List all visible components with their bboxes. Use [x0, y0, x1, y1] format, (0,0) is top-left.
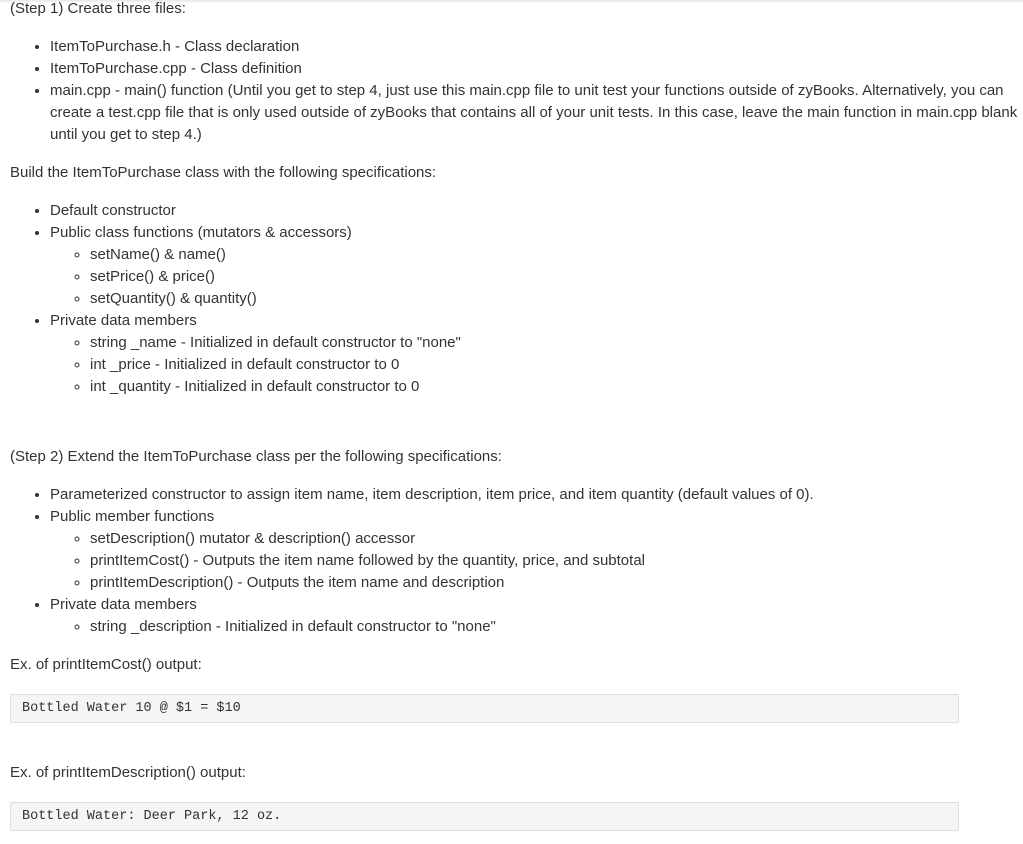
public-member-function-list [50, 528, 1023, 594]
example-desc-output: Bottled Water: Deer Park, 12 oz. [10, 802, 959, 831]
example-desc-label: Ex. of printItemDescription() output: [10, 764, 246, 781]
public-function-item: ◦ setQuantity() & quantity() [90, 288, 1023, 310]
spec-private-data-members-label: Private data members [50, 596, 197, 613]
example-cost-label: Ex. of printItemCost() output: [10, 656, 202, 673]
private-member-list [50, 332, 1023, 398]
spec-public-functions-label: Public class functions (mutators & accessors) [50, 224, 352, 241]
step1-spec-list [10, 200, 1023, 398]
step1-heading: (Step 1) Create three files: [10, 0, 186, 17]
public-member-function-item: ◦ printItemDescription() - Outputs the item name and description [90, 572, 1023, 594]
spec-param-constructor: • Parameterized constructor to assign item name, item description, item price, and item quantity (default values of 0). [50, 484, 1023, 506]
spec-private-members-label: Private data members [50, 312, 197, 329]
private-member-item: ◦ int _quantity - Initialized in default constructor to 0 [90, 376, 1023, 398]
public-function-item: ◦ setName() & name() [90, 244, 1023, 266]
build-intro: Build the ItemToPurchase class with the following specifications: [10, 164, 437, 181]
spec-private-data-members [50, 594, 1023, 638]
spec-public-functions [50, 222, 1023, 310]
file-item: • ItemToPurchase.h - Class declaration [50, 36, 1023, 58]
file-item: • ItemToPurchase.cpp - Class definition [50, 58, 1023, 80]
spec-public-member-functions [50, 506, 1023, 594]
private-data-member-item: ◦ string _description - Initialized in default constructor to "none" [90, 616, 1023, 638]
example-cost-output: Bottled Water 10 @ $1 = $10 [10, 694, 959, 723]
public-function-list [50, 244, 1023, 310]
private-member-item: ◦ string _name - Initialized in default constructor to "none" [90, 332, 1023, 354]
public-function-item: ◦ setPrice() & price() [90, 266, 1023, 288]
step1-file-list [10, 36, 1023, 146]
spec-private-members [50, 310, 1023, 398]
spec-public-member-functions-label: Public member functions [50, 508, 215, 525]
step2-heading: (Step 2) Extend the ItemToPurchase class per the following specifications: [10, 448, 502, 465]
private-member-item: ◦ int _price - Initialized in default constructor to 0 [90, 354, 1023, 376]
public-member-function-item: ◦ setDescription() mutator & description() accessor [90, 528, 1023, 550]
public-member-function-item: ◦ printItemCost() - Outputs the item name followed by the quantity, price, and subtotal [90, 550, 1023, 572]
step2-spec-list [10, 484, 1023, 638]
spec-default-constructor: • Default constructor [50, 200, 1023, 222]
private-data-member-list [50, 616, 1023, 638]
file-item: • main.cpp - main() function (Until you get to step 4, just use this main.cpp file to unit test your functions outside of zyBooks. Alternatively, you can create a test.cpp file that is only used outside of zyBooks that contains all of your unit tests. In this case, leave the main function in main.cpp blank until you get to step 4.) [50, 80, 1023, 146]
